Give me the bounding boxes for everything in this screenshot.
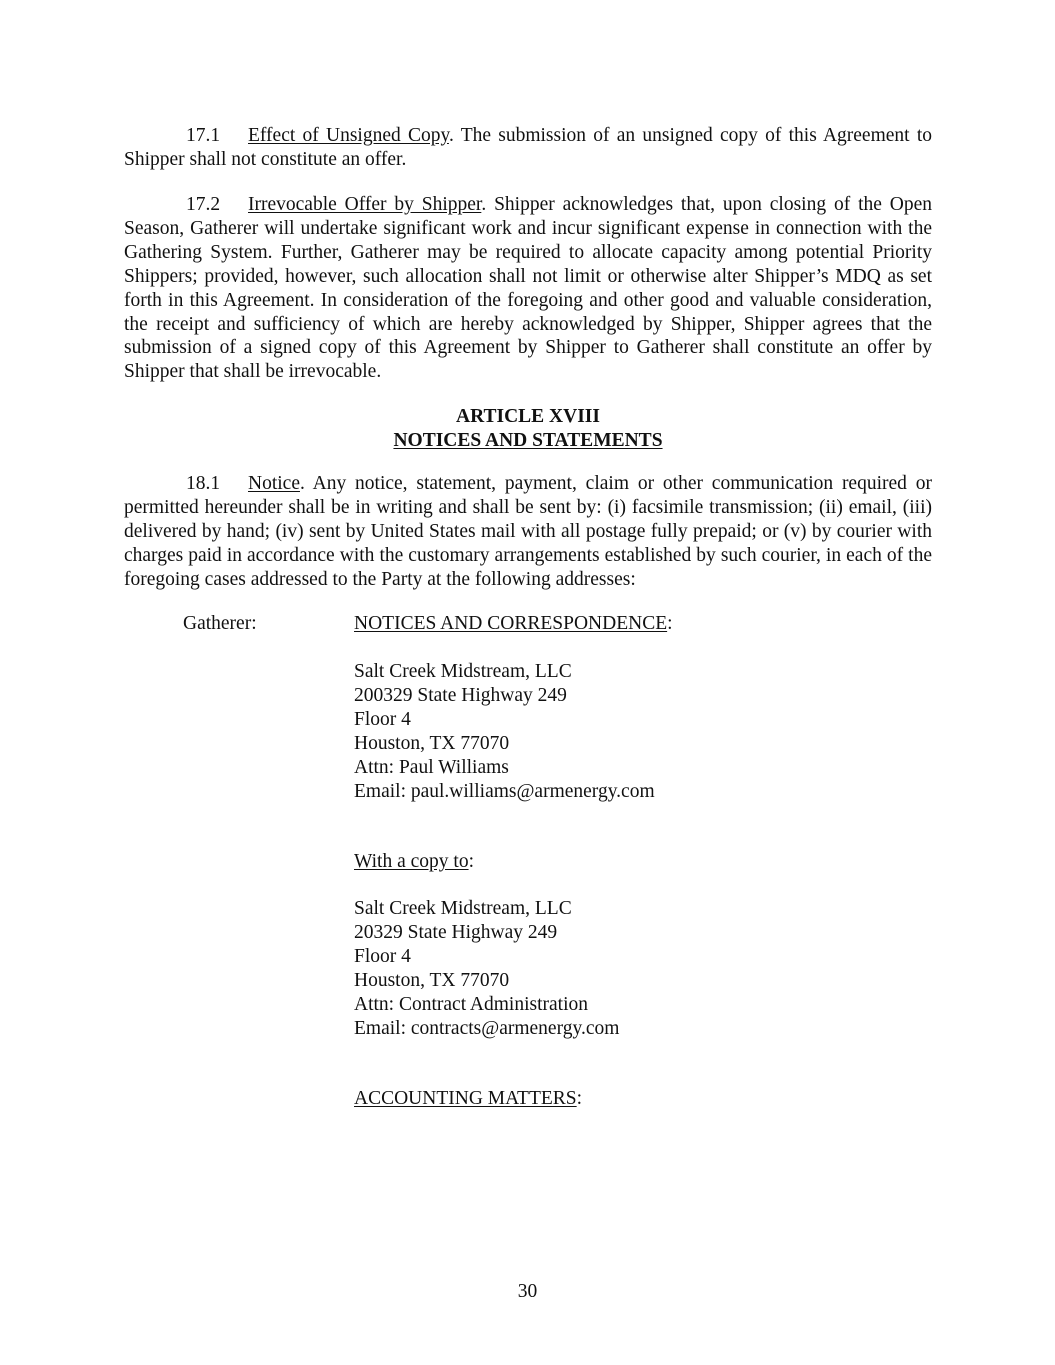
section-text: . Shipper acknowledges that, upon closing of the Open Season, Gatherer will undertake significant work and incur significant expense in connection with the Gathering System. Further, Gatherer may be required to allocate capacity among potential Priority Shippers; provided, however, such allocation shall not limit or otherwise alter Shipper’s MDQ as set forth in this Agreement. In consideration of the foregoing and other good and valuable consideration, the receipt and sufficiency of which are hereby acknowledged by Shipper, Shipper agrees that the submission of a signed copy of this Agreement by Shipper to Gatherer shall constitute an offer by Shipper that shall be irrevocable. xyxy=(124,194,932,383)
email: Email: paul.williams@armenergy.com xyxy=(354,780,655,802)
section-number: 17.1 xyxy=(186,125,221,146)
floor: Floor 4 xyxy=(354,708,411,730)
article-number: ARTICLE XVIII xyxy=(456,406,600,427)
section-title: Irrevocable Offer by Shipper xyxy=(248,194,482,215)
attention: Attn: Paul Williams xyxy=(354,756,509,778)
gatherer-address-primary xyxy=(354,660,655,803)
email: Email: contracts@armenergy.com xyxy=(354,1017,620,1039)
section-text: . The submission of an unsigned copy of this Agreement to Shipper shall not constitute an offer. xyxy=(124,125,932,170)
section-text: . Any notice, statement, payment, claim or other communication required or permitted hereunder shall be in writing and shall be sent by: (i) facsimile transmission; (ii) email, (iii) delivered by hand; (iv) sent by United States mail with all postage fully prepaid; or (v) by courier with charges paid in accordance with the customary arrangements established by such courier, in each of the foregoing cases addressed to the Party at the following addresses: xyxy=(124,473,932,590)
section-18-1 xyxy=(124,472,932,592)
attention: Attn: Contract Administration xyxy=(354,993,588,1015)
section-17-2 xyxy=(124,193,932,384)
city-state-zip: Houston, TX 77070 xyxy=(354,969,510,991)
article-title: NOTICES AND STATEMENTS xyxy=(393,430,663,451)
floor: Floor 4 xyxy=(354,945,411,967)
notices-heading: NOTICES AND CORRESPONDENCE: xyxy=(354,613,673,634)
accounting-heading: ACCOUNTING MATTERS: xyxy=(354,1088,583,1109)
gatherer-label: Gatherer: xyxy=(183,613,257,634)
section-17-1 xyxy=(124,124,932,172)
gatherer-address-copy xyxy=(354,897,619,1040)
company-name: Salt Creek Midstream, LLC xyxy=(354,661,572,682)
street-address: 200329 State Highway 249 xyxy=(354,684,567,706)
section-number: 17.2 xyxy=(186,194,221,215)
section-title: Notice xyxy=(248,473,300,494)
city-state-zip: Houston, TX 77070 xyxy=(354,732,510,754)
company-name: Salt Creek Midstream, LLC xyxy=(354,898,572,919)
section-title: Effect of Unsigned Copy xyxy=(248,125,449,146)
section-number: 18.1 xyxy=(186,473,221,494)
street-address: 20329 State Highway 249 xyxy=(354,921,558,943)
page-number: 30 xyxy=(517,1281,538,1302)
copy-heading: With a copy to: xyxy=(354,851,474,872)
